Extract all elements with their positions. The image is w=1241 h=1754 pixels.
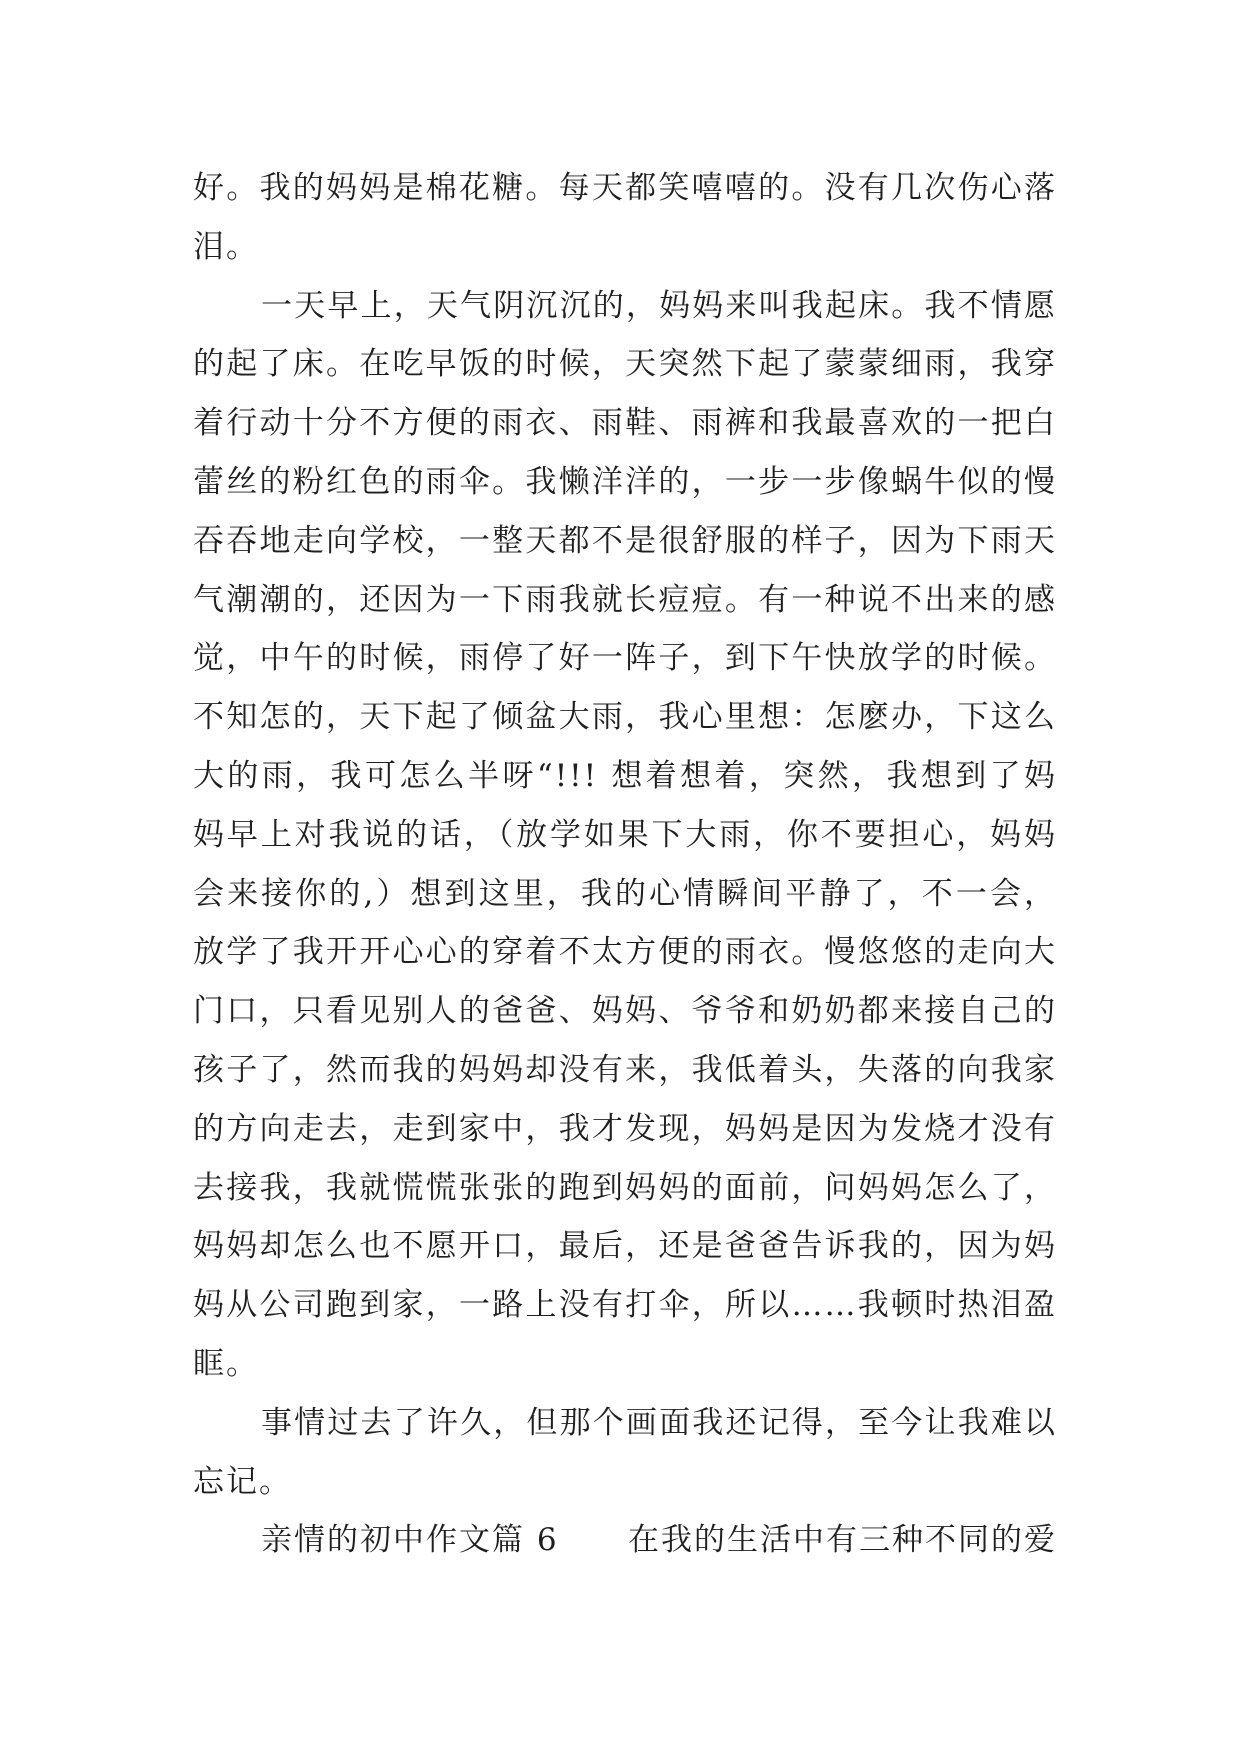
- text-line: 气潮潮的，还因为一下雨我就长痘痘。有一种说不出来的感: [193, 581, 1057, 618]
- section-line: [193, 1511, 1057, 1570]
- paragraph-start-line: 一天早上，天气阴沉沉的，妈妈来叫我起床。我不情愿: [261, 287, 1057, 324]
- text-line: 不知怎的，天下起了倾盆大雨，我心里想：怎麽办，下这么: [193, 699, 1057, 736]
- paragraph-start-line: 事情过去了许久，但那个画面我还记得，至今让我难以: [261, 1404, 1057, 1441]
- text-line: 妈妈却怎么也不愿开口，最后，还是爸爸告诉我的，因为妈: [193, 1228, 1057, 1265]
- text-line: 门口，只看见别人的爸爸、妈妈、爷爷和奶奶都来接自己的: [193, 993, 1057, 1030]
- document-body: [193, 159, 1057, 1570]
- text-line: 大的雨，我可怎么半呀“!!! 想着想着，突然，我想到了妈: [193, 757, 1057, 794]
- text-line: 妈从公司跑到家，一路上没有打伞，所以……我顿时热泪盈: [193, 1287, 1057, 1324]
- text-line: 的起了床。在吃早饭的时候，天突然下起了蒙蒙细雨，我穿: [193, 346, 1057, 383]
- text-line: 孩子了，然而我的妈妈却没有来，我低着头，失落的向我家: [193, 1051, 1057, 1088]
- text-line: 吞吞地走向学校，一整天都不是很舒服的样子，因为下雨天: [193, 522, 1057, 559]
- text-line: 好。我的妈妈是棉花糖。每天都笑嘻嘻的。没有几次伤心落: [193, 170, 1057, 206]
- text-line: 觉，中午的时候，雨停了好一阵子，到下午快放学的时候。: [193, 640, 1057, 677]
- text-line: 会来接你的,）想到这里，我的心情瞬间平静了，不一会，: [193, 875, 1057, 912]
- text-line: 忘记。: [193, 1463, 292, 1500]
- text-line: 着行动十分不方便的雨衣、雨鞋、雨裤和我最喜欢的一把白: [193, 405, 1057, 442]
- text-line: 去接我，我就慌慌张张的跑到妈妈的面前，问妈妈怎么了，: [193, 1169, 1057, 1206]
- text-line: 妈早上对我说的话，（放学如果下大雨，你不要担心，妈妈: [193, 816, 1057, 853]
- text-line: 眶。: [193, 1345, 259, 1382]
- text-line: 放学了我开开心心的穿着不太方便的雨衣。慢悠悠的走向大: [193, 934, 1057, 971]
- text-line: 泪。: [193, 228, 259, 265]
- text-line: 的方向走去，走到家中，我才发现，妈妈是因为发烧才没有: [193, 1110, 1057, 1147]
- text-line: 蕾丝的粉红色的雨伞。我懒洋洋的，一步一步像蜗牛似的慢: [193, 463, 1057, 500]
- section-heading: 亲情的初中作文篇 6: [261, 1522, 559, 1559]
- section-text: 在我的生活中有三种不同的爱: [628, 1522, 1057, 1559]
